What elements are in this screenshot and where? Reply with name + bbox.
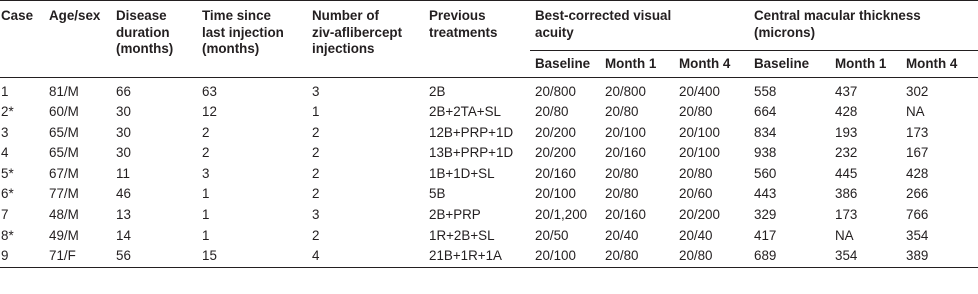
cell-previous: 2B — [429, 83, 446, 99]
cell-age-sex: 67/M — [49, 165, 79, 181]
cell-cmt-month4: 173 — [906, 124, 929, 140]
cell-bcva-baseline: 20/100 — [535, 186, 576, 202]
header-time-since-injection: Time since last injection (months) — [197, 1, 307, 78]
cell-previous: 1R+2B+SL — [429, 227, 495, 243]
cell-cmt-month4: 389 — [901, 246, 978, 267]
cell-injections: 3 — [312, 207, 320, 223]
table-row — [0, 205, 978, 226]
cell-cmt-baseline: 560 — [754, 165, 777, 181]
cell-cmt-month4: 302 — [906, 83, 929, 99]
subheader-cmt-month1: Month 1 — [830, 51, 901, 78]
cell-case: 3 — [1, 124, 9, 140]
cell-previous: 5B — [429, 186, 446, 202]
cell-age-sex: 60/M — [49, 104, 79, 120]
cell-bcva-month4: 20/200 — [679, 207, 720, 223]
cell-disease-duration: 13 — [116, 207, 131, 223]
cell-bcva-baseline: 20/50 — [535, 227, 569, 243]
table-row — [0, 226, 978, 247]
cell-previous: 2B+PRP — [429, 207, 481, 223]
cell-disease-duration: 46 — [116, 186, 131, 202]
cell-bcva-month4: 20/80 — [674, 246, 749, 267]
cell-time-since: 12 — [202, 104, 217, 120]
cell-bcva-month4: 20/80 — [679, 104, 713, 120]
cell-bcva-baseline: 20/200 — [535, 124, 576, 140]
cell-previous: 13B+PRP+1D — [429, 145, 514, 161]
cell-case: 7 — [1, 207, 9, 223]
cell-bcva-baseline: 20/1,200 — [535, 207, 588, 223]
cell-time-since: 2 — [202, 124, 210, 140]
cell-disease-duration: 66 — [116, 83, 131, 99]
header-previous-treatments: Previous treatments — [424, 1, 530, 78]
cell-disease-duration: 56 — [111, 246, 197, 267]
cell-cmt-baseline: 938 — [754, 145, 777, 161]
cell-cmt-baseline: 558 — [754, 83, 777, 99]
cell-cmt-month1: 173 — [835, 207, 858, 223]
cell-previous: 21B+1R+1A — [424, 246, 530, 267]
cell-cmt-baseline: 834 — [754, 124, 777, 140]
cell-time-since: 1 — [202, 227, 210, 243]
cell-bcva-month4: 20/60 — [679, 186, 713, 202]
cell-age-sex: 65/M — [49, 124, 79, 140]
cell-injections: 2 — [312, 124, 320, 140]
cell-injections: 2 — [312, 165, 320, 181]
cell-bcva-month1: 20/40 — [605, 227, 639, 243]
cell-bcva-month4: 20/400 — [679, 83, 720, 99]
subheader-bcva-month1: Month 1 — [600, 51, 674, 78]
cell-cmt-baseline: 443 — [754, 186, 777, 202]
table-row — [0, 77, 978, 102]
cell-previous: 2B+2TA+SL — [429, 104, 501, 120]
cell-cmt-month1: 445 — [835, 165, 858, 181]
cell-bcva-month1: 20/80 — [605, 186, 639, 202]
table-row — [0, 123, 978, 144]
cell-age-sex: 65/M — [49, 145, 79, 161]
cell-age-sex: 71/F — [44, 246, 111, 267]
subheader-cmt-baseline: Baseline — [749, 51, 830, 78]
cell-bcva-month4: 20/80 — [679, 165, 713, 181]
cell-time-since: 1 — [202, 207, 210, 223]
cell-case: 5* — [1, 165, 14, 181]
table-header — [0, 1, 978, 78]
cell-cmt-baseline: 664 — [754, 104, 777, 120]
cell-bcva-baseline: 20/800 — [535, 83, 576, 99]
header-disease-duration: Disease duration (months) — [111, 1, 197, 78]
cell-bcva-month1: 20/160 — [605, 145, 646, 161]
cell-disease-duration: 30 — [116, 124, 131, 140]
cell-cmt-baseline: 329 — [754, 207, 777, 223]
cell-cmt-month1: 232 — [835, 145, 858, 161]
cell-cmt-month4: 266 — [906, 186, 929, 202]
cell-case: 4 — [1, 145, 9, 161]
cell-case: 8* — [1, 227, 14, 243]
cell-bcva-month1: 20/800 — [605, 83, 646, 99]
cell-cmt-month4: 167 — [906, 145, 929, 161]
cell-cmt-month1: NA — [835, 227, 854, 243]
table-row — [0, 184, 978, 205]
header-case: Case — [0, 1, 44, 78]
cell-bcva-month1: 20/80 — [605, 165, 639, 181]
subheader-bcva-baseline: Baseline — [530, 51, 600, 78]
cell-previous: 12B+PRP+1D — [429, 124, 514, 140]
cell-cmt-month1: 193 — [835, 124, 858, 140]
cell-age-sex: 77/M — [49, 186, 79, 202]
cell-cmt-month1: 437 — [835, 83, 858, 99]
cell-cmt-month1: 354 — [830, 246, 901, 267]
cell-case: 2* — [1, 104, 14, 120]
cell-bcva-month1: 20/160 — [605, 207, 646, 223]
cell-injections: 4 — [307, 246, 424, 267]
cell-case: 6* — [1, 186, 14, 202]
cell-bcva-baseline: 20/80 — [535, 104, 569, 120]
cell-injections: 2 — [312, 186, 320, 202]
cell-disease-duration: 11 — [116, 165, 130, 181]
cell-bcva-baseline: 20/100 — [530, 246, 600, 267]
subheader-bcva-month4: Month 4 — [674, 51, 749, 78]
cell-bcva-baseline: 20/160 — [535, 165, 576, 181]
cell-bcva-month4: 20/40 — [679, 227, 713, 243]
cell-cmt-month1: 428 — [835, 104, 858, 120]
cell-injections: 2 — [312, 227, 320, 243]
header-number-injections: Number of ziv-aflibercept injections — [307, 1, 424, 78]
cell-cmt-month4: NA — [906, 104, 925, 120]
cell-disease-duration: 30 — [116, 145, 131, 161]
header-cmt-group: Central macular thickness (microns) — [749, 1, 978, 51]
table-row — [0, 164, 978, 185]
cell-age-sex: 49/M — [49, 227, 79, 243]
cell-case: 9 — [0, 246, 44, 267]
header-age-sex: Age/sex — [44, 1, 111, 78]
cell-injections: 2 — [312, 145, 320, 161]
cell-bcva-month4: 20/100 — [679, 124, 720, 140]
cell-bcva-month1: 20/80 — [600, 246, 674, 267]
table-row — [0, 102, 978, 123]
cell-bcva-month1: 20/80 — [605, 104, 639, 120]
cell-time-since: 15 — [197, 246, 307, 267]
cell-previous: 1B+1D+SL — [429, 165, 495, 181]
cell-injections: 3 — [312, 83, 320, 99]
cell-disease-duration: 14 — [116, 227, 131, 243]
cell-bcva-month4: 20/100 — [679, 145, 720, 161]
header-bcva-group: Best-corrected visual acuity — [530, 1, 749, 51]
cell-cmt-baseline: 417 — [754, 227, 777, 243]
subheader-cmt-month4: Month 4 — [901, 51, 978, 78]
cell-injections: 1 — [312, 104, 320, 120]
cell-cmt-month4: 766 — [906, 207, 929, 223]
cell-cmt-month4: 354 — [906, 227, 929, 243]
cell-time-since: 3 — [202, 165, 210, 181]
cell-age-sex: 81/M — [49, 83, 79, 99]
table-body — [0, 77, 978, 267]
cell-cmt-month4: 428 — [906, 165, 929, 181]
cell-age-sex: 48/M — [49, 207, 79, 223]
cell-time-since: 63 — [202, 83, 217, 99]
table-row — [0, 143, 978, 164]
cell-time-since: 1 — [202, 186, 210, 202]
cell-disease-duration: 30 — [116, 104, 131, 120]
table-row — [0, 246, 978, 267]
cell-cmt-baseline: 689 — [749, 246, 830, 267]
cell-bcva-month1: 20/100 — [605, 124, 646, 140]
cell-time-since: 2 — [202, 145, 210, 161]
cell-cmt-month1: 386 — [835, 186, 858, 202]
cell-bcva-baseline: 20/200 — [535, 145, 576, 161]
cell-case: 1 — [1, 83, 9, 99]
